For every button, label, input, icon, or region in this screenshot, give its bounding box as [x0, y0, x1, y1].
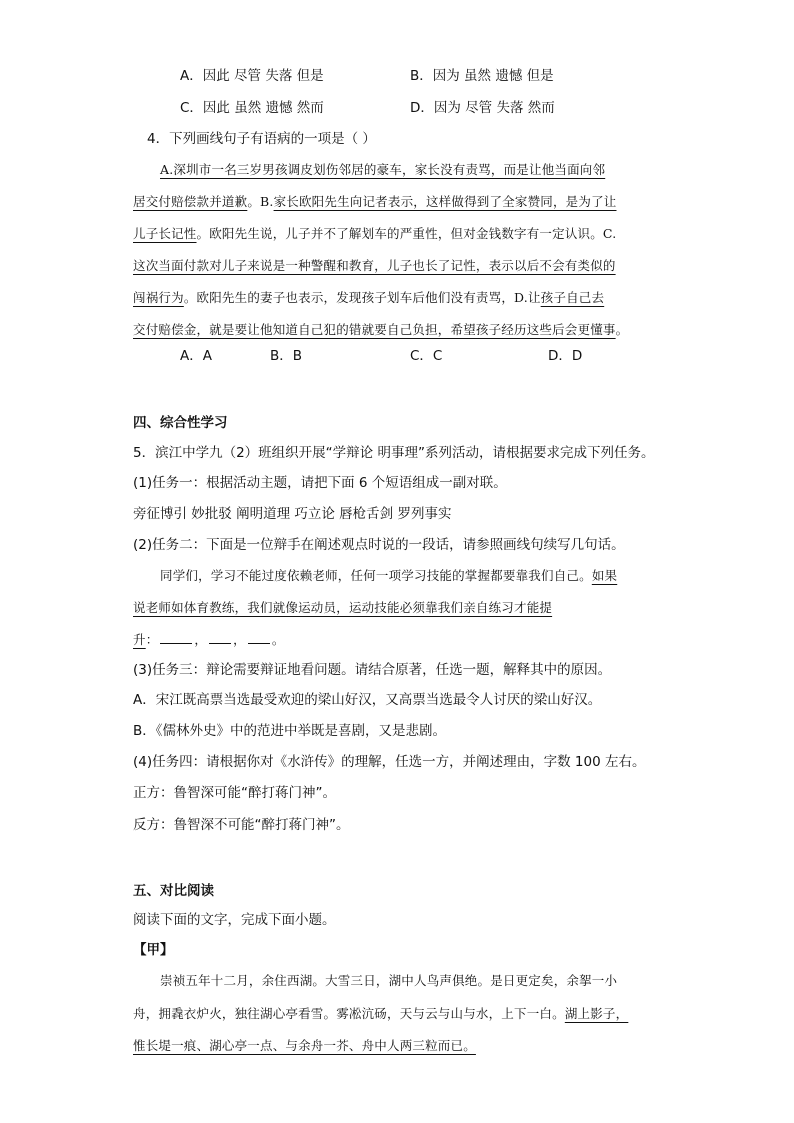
- q4-option-a: A．A: [180, 348, 212, 364]
- speech-underlined-3: 升: [133, 632, 146, 647]
- q4-sentence-d: 孩子自己去: [540, 290, 605, 305]
- q4-stem: 4．下列画线句子有语病的一项是（ ）: [147, 131, 376, 147]
- blank-end: 。: [271, 632, 285, 647]
- q4-passage-line5: [133, 288, 604, 308]
- jia-line2: [133, 1004, 628, 1024]
- task3-option-a: A．宋江既高票当选最受欢迎的梁山好汉，又高票当选最令人讨厌的梁山好汉。: [133, 692, 602, 708]
- speech-underlined: 如果: [591, 568, 618, 583]
- q4-label-b: 。B.: [247, 194, 274, 209]
- phrase-list: 旁征博引 妙批驳 阐明道理 巧立论 唇枪舌剑 罗列事实: [133, 506, 452, 522]
- jia-underlined: 湖上影子，: [564, 1006, 629, 1021]
- task4: (4)任务四：请根据你对《水浒传》的理解，任选一方，并阐述理由，字数 100 左右。: [133, 754, 646, 770]
- con-side: 反方：鲁智深不可能“醉打蒋门神”。: [133, 817, 350, 833]
- q3-option-c: C．因此 虽然 遗憾 然而: [180, 100, 324, 116]
- jia-underlined-2: 惟长堤一痕、湖心亭一点、与余舟一芥、舟中人两三粒而已。: [133, 1038, 476, 1053]
- q4-sentence-b: 家长欧阳先生向记者表示，这样做得到了全家赞同，是为了让: [273, 194, 617, 209]
- speech-underlined-2: 说老师如体育教练，我们就像运动员，运动技能必须靠我们亲自练习才能提: [133, 600, 553, 615]
- speech-text: 同学们，学习不能过度依赖老师，任何一项学习技能的掌握都要靠我们自己。: [160, 568, 592, 583]
- q4-passage-line4: [133, 256, 616, 276]
- blank-sep-1: ，: [194, 632, 208, 647]
- q4-sentence-a: A.深圳市一名三岁男孩调皮划伤邻居的豪车，家长没有责骂，而是让他当面向邻: [160, 162, 606, 177]
- q4-option-d: D．D: [548, 348, 583, 364]
- section5-instruction: 阅读下面的文字，完成下面小题。: [133, 912, 336, 928]
- q4-sentence-c: 这次当面付款对儿子来说是一种警醒和教育，儿子也长了记性，表示以后不会有类似的: [133, 258, 616, 273]
- jia-line3: [133, 1036, 476, 1056]
- q3-option-b: B．因为 虽然 遗憾 但是: [410, 68, 554, 84]
- q4-sentence-a-cont: 居交付赔偿款并道歉: [133, 194, 248, 209]
- q3-option-d: D．因为 尽管 失落 然而: [410, 100, 555, 116]
- answer-blank-2[interactable]: [209, 631, 231, 644]
- speech-colon: ：: [145, 632, 159, 647]
- q4-passage-text-2: 。欧阳先生的妻子也表示，发现孩子划车后他们没有责骂，D.让: [183, 290, 541, 305]
- answer-blank-3[interactable]: [248, 631, 270, 644]
- q4-option-b: B．B: [270, 348, 303, 364]
- q4-option-c: C．C: [410, 348, 443, 364]
- section5-heading: 五、对比阅读: [133, 883, 214, 899]
- jia-text: 舟，拥毳衣炉火，独往湖心亭看雪。雾凇沆砀，天与云与山与水，上下一白。: [133, 1006, 565, 1021]
- passage-jia-label: 【甲】: [133, 942, 174, 958]
- task1: (1)任务一：根据活动主题，请把下面 6 个短语组成一副对联。: [133, 475, 507, 491]
- q3-option-a: A．因此 尽管 失落 但是: [180, 68, 324, 84]
- answer-blank-1[interactable]: [160, 631, 192, 644]
- speech-line2: [133, 598, 552, 618]
- pro-side: 正方：鲁智深可能“醉打蒋门神”。: [133, 785, 336, 801]
- task3-option-b: B．《儒林外史》中的范进中举既是喜剧，又是悲剧。: [133, 723, 447, 739]
- section4-heading: 四、综合性学习: [133, 415, 228, 431]
- jia-line1: 崇祯五年十二月，余住西湖。大雪三日，湖中人鸟声俱绝。是日更定矣，余挐一小: [160, 973, 618, 988]
- q4-passage-text: 。欧阳先生说，儿子并不了解划车的严重性，但对金钱数字有一定认识。C.: [196, 226, 617, 241]
- q4-passage-line6: [133, 320, 628, 340]
- q4-sentence-b-cont: 儿子长记性: [133, 226, 197, 241]
- q4-passage-line3: [133, 224, 616, 244]
- q5-stem: 5．滨江中学九（2）班组织开展“学辩论 明事理”系列活动，请根据要求完成下列任务。: [133, 445, 655, 461]
- q4-passage-line1: [160, 160, 605, 180]
- blank-sep-2: ，: [233, 632, 246, 647]
- task2: (2)任务二：下面是一位辩手在阐述观点时说的一段话，请参照画线句续写几句话。: [133, 537, 625, 553]
- q4-sentence-d-cont: 交付赔偿金，就是要让他知道自己犯的错就要自己负担，希望孩子经历这些后会更懂事: [133, 322, 616, 337]
- speech-line3: [133, 630, 285, 650]
- task3: (3)任务三：辩论需要辩证地看问题。请结合原著，任选一题，解释其中的原因。: [133, 662, 612, 678]
- speech-line1: [160, 566, 617, 586]
- q4-passage-line2: [133, 192, 616, 212]
- q4-period: 。: [615, 322, 629, 337]
- q4-sentence-c-cont: 闯祸行为: [133, 290, 184, 305]
